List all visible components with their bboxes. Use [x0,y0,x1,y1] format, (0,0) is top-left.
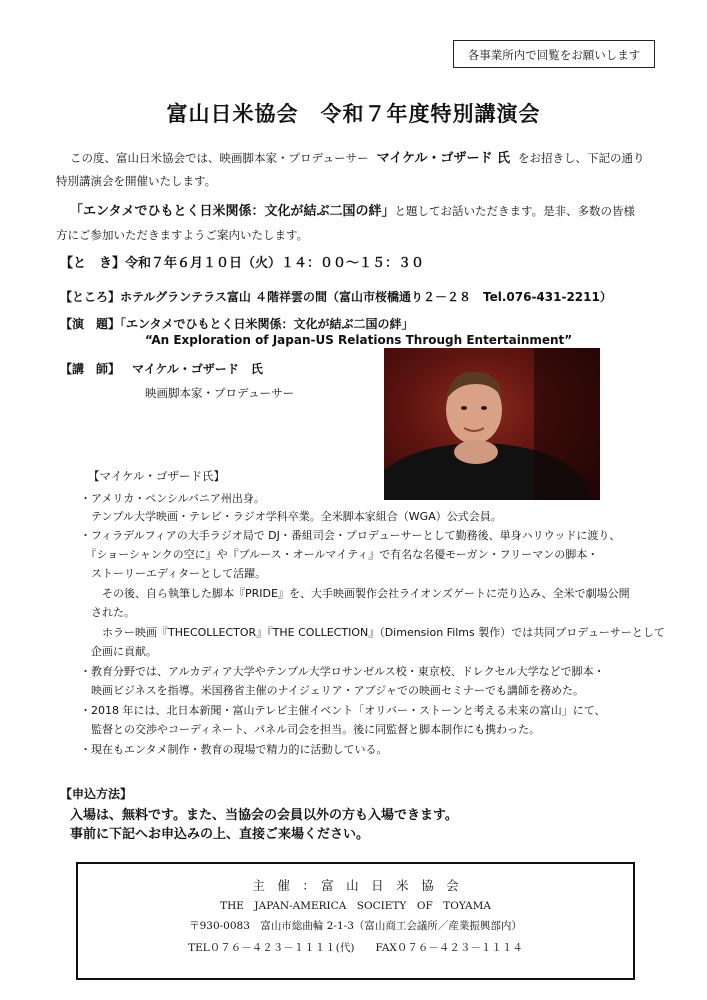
bio-line: ・フィラデルフィアの大手ラジオ局で DJ・番組司会・プロデューサーとして勤務後、単身ハリウッドに渡り、 [80,529,621,542]
bio-line: 監督との交渉やコーディネート、パネル司会を担当。後に同監督と脚本制作にも携わった。 [80,723,541,736]
bio-line: 企画に貢献。 [80,645,157,658]
bio-heading: 【マイケル・ゴザード氏】 [88,469,225,483]
organizer-footer [76,862,635,980]
intro-topic-quote: 「エンタメでひもとく日米関係：文化が結ぶ二国の絆」 [70,204,395,219]
intro-line-2: 特別講演会を開催いたします。 [56,174,217,188]
bio-line: された。 [80,606,135,619]
bio-line: 『ショーシャンクの空に』や『ブルース・オールマイティ』で有名な名優モーガン・フリーマンの脚本・ [80,548,599,561]
footer-host: 主 催 ： 富 山 日 米 協 会 [252,878,459,893]
when-row [60,252,424,271]
page-title: 富山日米協会 令和７年度特別講演会 [166,101,541,126]
speaker-row [60,360,263,377]
bio-line: テンプル大学映画・テレビ・ラジオ学科卒業。全米脚本家組合（WGA）公式会員。 [80,510,502,523]
intro-text: この度、富山日米協会では、映画脚本家・プロデューサー [70,151,369,165]
when-label: 【と き】 [60,256,126,271]
bio-line: 映画ビジネスを指導。米国務省主催のナイジェリア・アブジャでの映画セミナーでも講師を務めた。 [80,684,585,697]
intro-speaker-name: マイケル・ゴザード 氏 [376,151,511,166]
topic-row [60,315,414,332]
circulation-notice: 各事業所内で回覧をお願いします [453,40,655,68]
where-value: ホテルグランテラス富山 ４階祥雲の間（富山市桜橋通り２－２８ Tel.076-431-2211） [120,290,612,304]
speaker-photo [384,348,600,500]
bio-line: ・現在もエンタメ制作・教育の現場で精力的に活動している。 [80,743,388,756]
footer-address: 〒930-0083 富山市総曲輪 2-1-3（富山商工会議所／産業振興部内） [189,920,522,932]
speaker-portrait-illustration [384,348,600,500]
bio-line: ストーリーエディターとして活躍。 [80,567,267,580]
speaker-role: 映画脚本家・プロデューサー [145,386,295,400]
bio-line: その後、自ら執筆した脚本『PRIDE』を、大手映画製作会社ライオンズゲートに売り込み、全米で劇場公開 [80,587,630,600]
intro-text: と題してお話いただきます。是非、多数の皆様 [394,204,636,218]
apply-line-2: 事前に下記へお申込みの上、直接ご来場ください。 [70,827,370,842]
intro-line-1 [70,147,645,166]
topic-ja: 「エンタメでひもとく日米関係：文化が結ぶ二国の絆」 [120,317,414,331]
bio-line: ホラー映画『THECOLLECTOR』『THE COLLECTION』（Dimension Films 製作）では共同プロデューサーとして [80,626,665,639]
topic-en: “An Exploration of Japan-US Relations Through Entertainment” [145,333,573,347]
where-label: 【ところ】 [60,290,121,304]
when-value: 令和７年６月１０日（火）１４：００～１５：３０ [125,256,425,271]
bio-line: ・教育分野では、アルカディア大学やテンプル大学ロサンゼルス校・東京校、ドレクセル大学などで脚本・ [80,665,605,678]
speaker-value: マイケル・ゴザード 氏 [132,362,263,376]
intro-line-4: 方にご参加いただきますようご案内いたします。 [56,228,309,242]
bio-line: ・2018 年には、北日本新聞・富山テレビ主催イベント「オリバー・ストーンと考える未来の富山」にて、 [80,704,606,717]
intro-text: をお招きし、下記の通り [518,151,645,165]
topic-label: 【演 題】 [60,317,121,331]
footer-tel-fax: TEL０７６－４２３－１１１１(代) FAX０７６－４２３－１１１４ [188,942,523,954]
apply-line-1: 入場は、無料です。また、当協会の会員以外の方も入場できます。 [70,808,458,823]
apply-heading: 【申込方法】 [60,787,133,801]
intro-line-3 [70,200,635,219]
speaker-label: 【講 師】 [60,362,121,376]
bio-line: ・アメリカ・ペンシルバニア州出身。 [80,492,265,505]
footer-english-name: THE JAPAN-AMERICA SOCIETY OF TOYAMA [220,900,491,912]
where-row [60,288,612,305]
